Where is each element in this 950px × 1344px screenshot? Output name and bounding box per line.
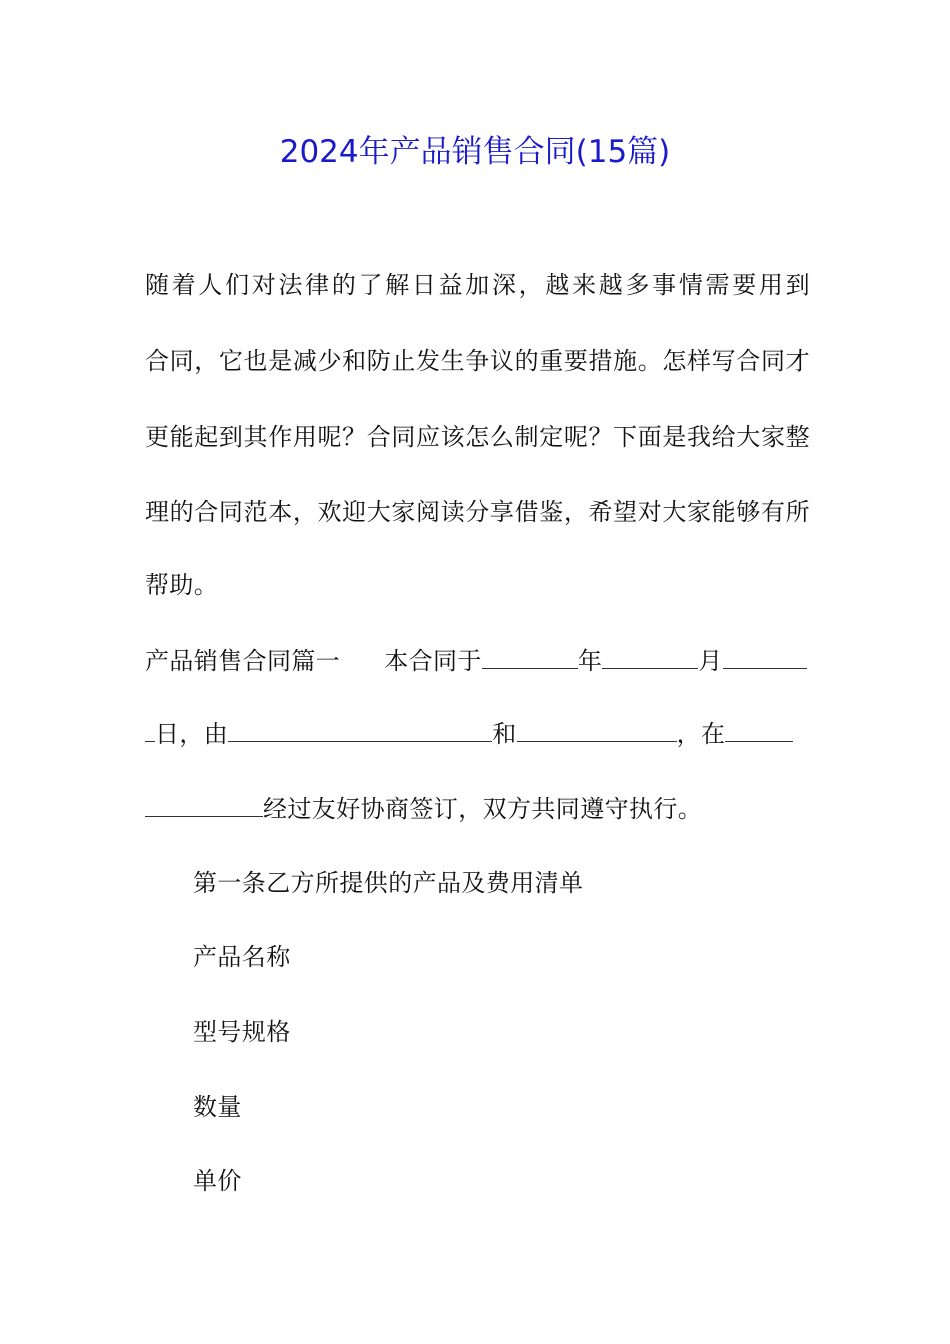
label-at: ，在 [676, 720, 726, 748]
label-and: 和 [492, 720, 517, 748]
item-model-spec: 型号规格 [193, 1018, 291, 1046]
item-product-name: 产品名称 [193, 943, 291, 971]
blank-year[interactable] [482, 646, 578, 669]
contract-line-1 [145, 646, 810, 676]
blank-day-part2[interactable] [145, 719, 155, 742]
intro-line-3: 更能起到其作用呢？合同应该怎么制定呢？下面是我给大家整 [145, 423, 810, 451]
blank-month[interactable] [602, 646, 698, 669]
blank-day-part1[interactable] [723, 646, 807, 669]
label-day-by: 日，由 [155, 720, 229, 748]
item-unit-price: 单价 [193, 1167, 242, 1195]
contract-line-3 [145, 794, 810, 824]
article-1-heading: 第一条乙方所提供的产品及费用清单 [193, 869, 584, 897]
contract-line-2 [145, 719, 810, 749]
item-quantity: 数量 [193, 1093, 242, 1121]
contract-date-prefix: 本合同于 [384, 647, 482, 675]
label-month: 月 [698, 647, 723, 675]
contract-heading: 产品销售合同篇一 [145, 647, 341, 675]
intro-line-1: 随着人们对法律的了解日益加深，越来越多事情需要用到 [145, 271, 810, 299]
blank-party-a[interactable] [228, 719, 492, 742]
document-title: 2024年产品销售合同(15篇) [279, 134, 671, 170]
intro-line-2: 合同，它也是减少和防止发生争议的重要措施。怎样写合同才 [145, 347, 810, 375]
blank-location-part1[interactable] [725, 719, 793, 742]
label-year: 年 [577, 647, 603, 675]
contract-closing: 经过友好协商签订，双方共同遵守执行。 [263, 795, 703, 823]
blank-party-b[interactable] [517, 719, 677, 742]
intro-line-4: 理的合同范本，欢迎大家阅读分享借鉴，希望对大家能够有所 [145, 498, 810, 526]
intro-line-5: 帮助。 [145, 571, 219, 599]
blank-location-part2[interactable] [145, 794, 263, 817]
